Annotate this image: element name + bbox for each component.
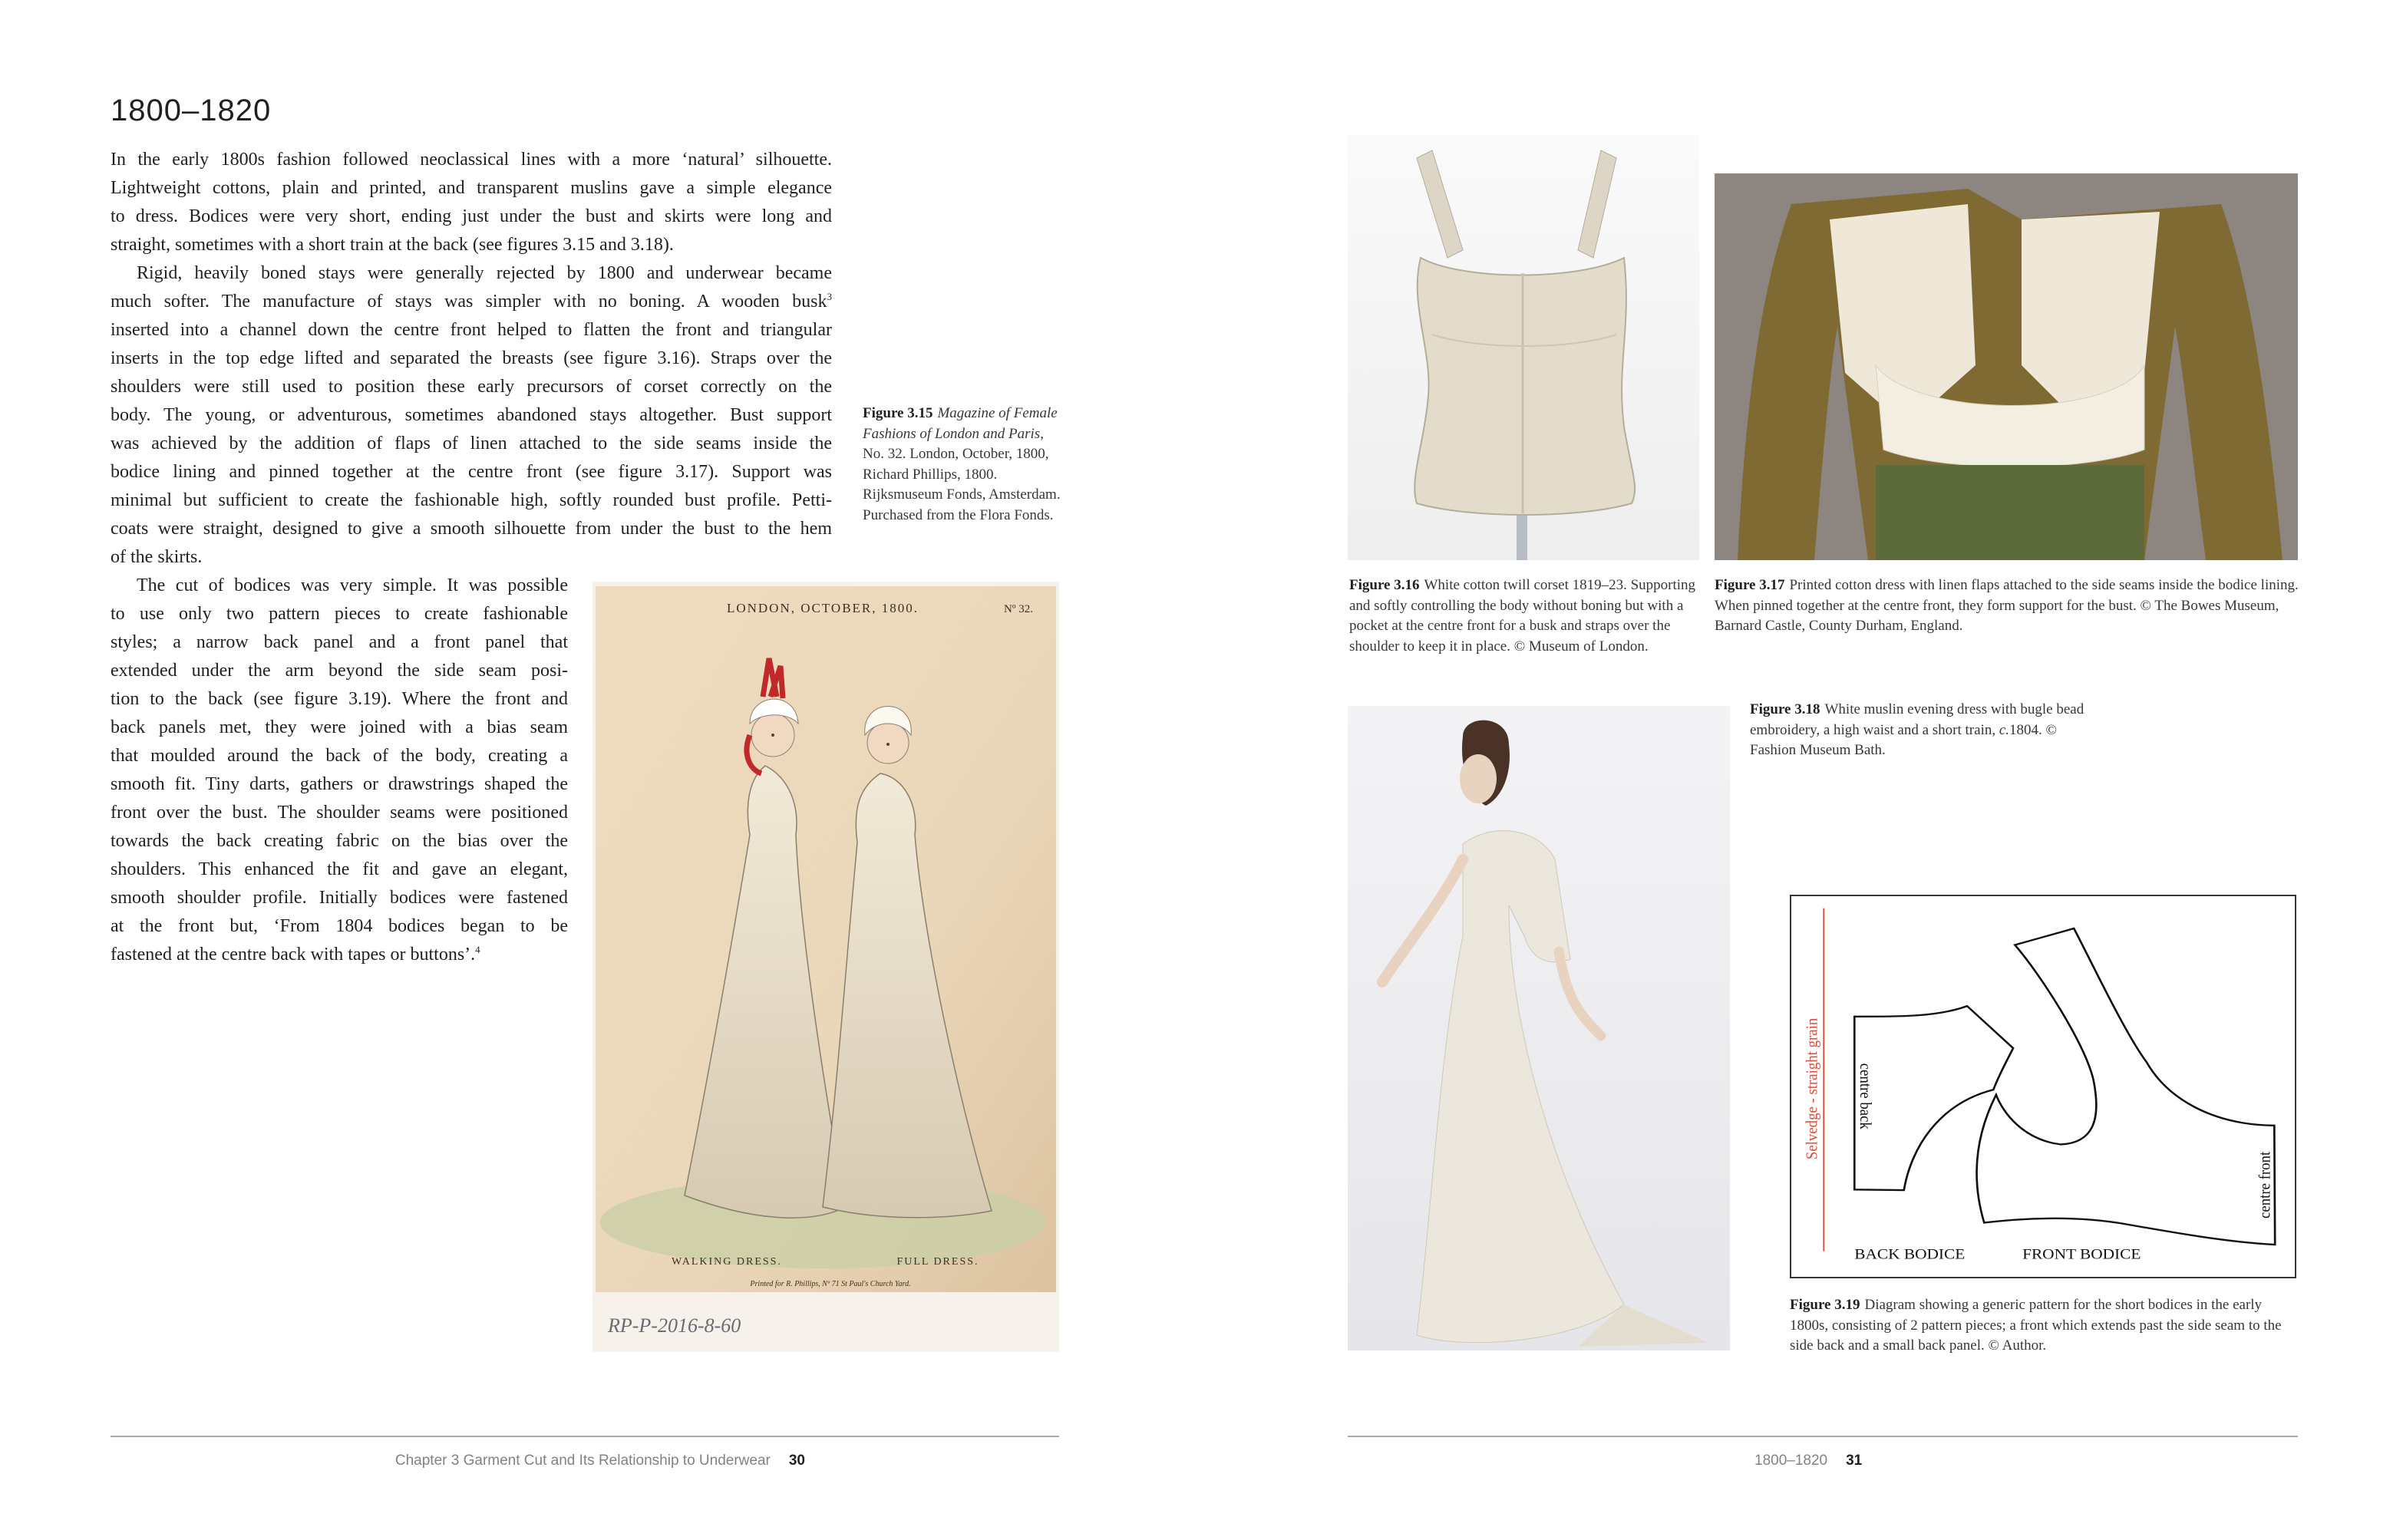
print-left-label: WALKING DRESS. <box>672 1256 782 1268</box>
footnote-marker: 3 <box>827 291 832 302</box>
figure-label: Figure 3.18 <box>1750 701 1820 717</box>
page-number: 31 <box>1846 1453 1863 1469</box>
centre-front-label: centre front <box>2256 1151 2274 1219</box>
figure-label: Figure 3.19 <box>1790 1297 1860 1313</box>
text-line <box>111 316 832 345</box>
text-line-content: was achieved by the addition of flaps of linen attached to the side seams inside the <box>111 434 832 453</box>
print-number: Nº 32. <box>1004 603 1033 615</box>
text-line-content: The cut of bodices was very simple. It was possible <box>137 575 568 595</box>
front-bodice-label: FRONT BODICE <box>2022 1246 2141 1263</box>
evening-dress-photo <box>1348 706 1730 1350</box>
text-line <box>111 174 832 203</box>
figure-3-18-image <box>1348 706 1730 1350</box>
caption-text: White muslin evening dress with bugle bead embroidery, a high waist and a short train, <box>1750 701 2084 738</box>
text-line-content: smooth shoulder profile. Initially bodices were fastened <box>111 888 568 908</box>
text-line <box>111 685 568 714</box>
text-line-content: Lightweight cottons, plain and printed, and transparent muslins gave a simple elegance <box>111 178 832 198</box>
text-line <box>111 146 832 174</box>
footer-rule-left <box>111 1436 1059 1437</box>
print-imprint: Printed for R. Phillips, Nº 71 St Paul's Church Yard. <box>750 1280 911 1288</box>
figure-3-16-caption <box>1349 575 1702 657</box>
figure-3-15-image <box>592 582 1059 1352</box>
print-right-label: FULL DRESS. <box>896 1256 979 1268</box>
corset-photo <box>1348 135 1699 560</box>
text-line <box>111 458 832 486</box>
back-bodice-piece <box>1854 1006 2013 1190</box>
text-line-content: of the skirts. <box>111 547 203 567</box>
running-head: Chapter 3 Garment Cut and Its Relationship to Underwear <box>394 1453 771 1469</box>
section-heading: 1800–1820 <box>111 94 272 127</box>
caption-text: Diagram showing a generic pattern for the short bodices in the early 1800s, consisting of 2 pattern pieces; a front which extends past the side seam to the side back and a small back panel. © Author. <box>1790 1297 2282 1354</box>
figure-label: Figure 3.16 <box>1349 577 1420 593</box>
text-line <box>111 770 568 799</box>
text-line <box>111 345 832 373</box>
selvedge-label: Selvedge - straight grain <box>1803 1017 1821 1160</box>
text-line <box>111 259 832 288</box>
text-line-content: tion to the back (see figure 3.19). Where the front and <box>111 689 568 709</box>
printed-dress-photo <box>1715 173 2298 560</box>
fashion-plate-illustration <box>592 582 1059 1352</box>
page-number: 30 <box>788 1453 805 1469</box>
body-text-column-2 <box>111 572 568 969</box>
text-line-content: Rigid, heavily boned stays were generally rejected by 1800 and underwear became <box>137 263 832 283</box>
text-line-content: styles; a narrow back panel and a front panel that <box>111 632 568 652</box>
text-line-content: straight, sometimes with a short train at the back (see figures 3.15 and 3.18). <box>111 235 674 255</box>
figure-3-16-image <box>1348 135 1699 560</box>
figure-3-19-caption <box>1790 1295 2298 1357</box>
caption-text: , No. 32. London, October, 1800, Richard Phillips, 1800. Rijksmuseum Fonds, Amsterdam. Purchased from the Flora Fonds. <box>863 425 1061 523</box>
text-line-content: inserts in the top edge lifted and separated the breasts (see figure 3.16). Straps over the <box>111 348 832 368</box>
text-line-content: smooth fit. Tiny darts, gathers or drawstrings shaped the <box>111 774 568 794</box>
caption-title: Magazine of Female Fashions of London and Paris <box>863 405 1058 442</box>
text-line-content: shoulders. This enhanced the fit and gave an elegant, <box>111 859 568 879</box>
text-line-content: back panels met, they were joined with a bias seam <box>111 717 568 737</box>
text-line-content: towards the back creating fabric on the bias over the <box>111 831 568 851</box>
text-line <box>111 231 832 259</box>
figure-3-17-caption <box>1715 575 2299 637</box>
figure-3-18-caption <box>1750 700 2088 761</box>
text-line <box>111 912 568 941</box>
text-line-content: to use only two pattern pieces to create fashionable <box>111 604 568 624</box>
footnote-marker: 4 <box>475 944 480 955</box>
centre-back-label: centre back <box>1856 1063 1874 1129</box>
text-line-content: In the early 1800s fashion followed neoclassical lines with a more ‘natural’ silhouette. <box>111 150 832 170</box>
caption-text-end: 1804. © Fashion Museum Bath. <box>1750 721 2057 758</box>
text-line <box>111 373 832 401</box>
figure-3-19-diagram <box>1790 895 2296 1278</box>
figure-label: Figure 3.15 <box>863 405 933 421</box>
text-line <box>111 288 832 316</box>
text-line <box>111 799 568 827</box>
text-line-content: to dress. Bodices were very short, ending just under the bust and skirts were long and <box>111 206 832 226</box>
running-head: 1800–1820 <box>1754 1453 1828 1469</box>
caption-text: Printed cotton dress with linen flaps attached to the side seams inside the bodice lining. When pinned together at the centre front, they form support for the bust. © The Bowes Museum, Barnard Castle, County Durham, England. <box>1715 577 2299 634</box>
footer-left <box>395 1453 805 1469</box>
text-line <box>111 628 568 657</box>
footer-rule-right <box>1348 1436 2298 1437</box>
back-bodice-label: BACK BODICE <box>1854 1246 1966 1263</box>
print-header: LONDON, OCTOBER, 1800. <box>726 601 919 615</box>
figure-label: Figure 3.17 <box>1715 577 1785 593</box>
text-line-content: bodice lining and pinned together at the centre front (see figure 3.17). Support was <box>111 462 832 482</box>
text-line-content: that moulded around the back of the body, creating a <box>111 746 568 766</box>
text-line <box>111 486 832 515</box>
text-line <box>111 203 832 231</box>
caption-circa: c. <box>1999 721 2010 738</box>
text-line <box>111 600 568 628</box>
text-line-content: much softer. The manufacture of stays was simpler with no boning. A wooden busk <box>111 292 827 312</box>
text-line-content: minimal but sufficient to create the fashionable high, softly rounded bust profile. Petti- <box>111 490 832 510</box>
figure-3-17-image <box>1715 173 2298 560</box>
body-text-column-1 <box>111 146 832 572</box>
text-line <box>111 401 832 430</box>
text-line-content: extended under the arm beyond the side seam posi- <box>111 661 568 681</box>
front-bodice-piece <box>1976 928 2275 1245</box>
inventory-mark: RP-P-2016-8-60 <box>608 1314 741 1337</box>
footer-right <box>1754 1453 1862 1469</box>
caption-text: White cotton twill corset 1819–23. Supporting and softly controlling the body without boning but with a pocket at the centre front for a busk and straps over the shoulder to keep it in place. © Museum of London. <box>1349 577 1696 655</box>
text-line-content: shoulders were still used to position these early precursors of corset correctly on the <box>111 377 832 397</box>
text-line-content: inserted into a channel down the centre front helped to flatten the front and triangular <box>111 320 832 340</box>
bodice-pattern-diagram <box>1791 896 2295 1277</box>
text-line <box>111 856 568 884</box>
text-line <box>111 572 568 600</box>
text-line <box>111 742 568 770</box>
text-line-content: body. The young, or adventurous, sometimes abandoned stays altogether. Bust support <box>111 405 832 425</box>
text-line <box>111 827 568 856</box>
text-line <box>111 657 568 685</box>
text-line <box>111 884 568 912</box>
text-line-content: front over the bust. The shoulder seams were positioned <box>111 803 568 823</box>
text-line <box>111 941 568 969</box>
text-line-content: at the front but, ‘From 1804 bodices began to be <box>111 916 568 936</box>
text-line-content: coats were straight, designed to give a smooth silhouette from under the bust to the hem <box>111 519 832 539</box>
text-line <box>111 714 568 742</box>
text-line <box>111 543 832 572</box>
text-line <box>111 515 832 543</box>
text-line-content: fastened at the centre back with tapes or buttons’. <box>111 945 476 965</box>
text-line <box>111 430 832 458</box>
figure-3-15-caption <box>863 404 1062 526</box>
